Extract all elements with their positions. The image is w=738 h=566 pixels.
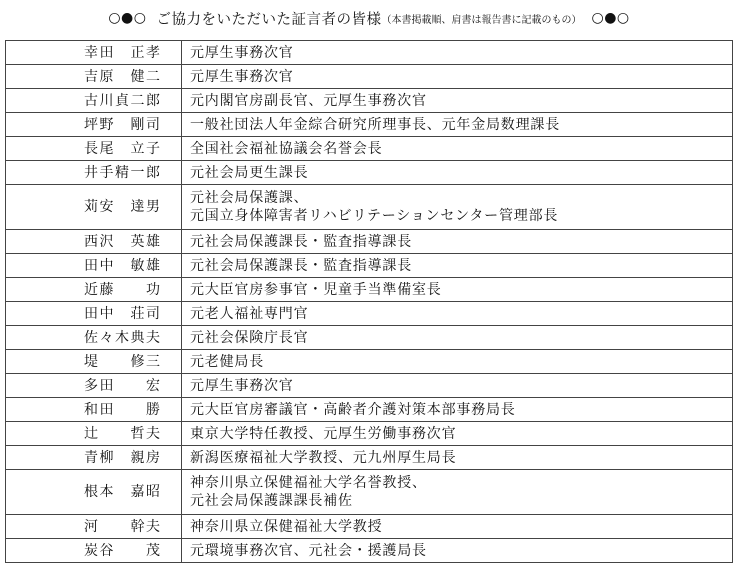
witness-title [182, 350, 733, 374]
table-row [6, 422, 733, 446]
witness-title [182, 539, 733, 563]
title-line: 神奈川県立保健福祉大学教授 [190, 518, 383, 535]
witness-name: 苅安 達男 [6, 185, 182, 230]
title-line: 元社会保険庁長官 [190, 329, 309, 346]
table-row [6, 326, 733, 350]
title-line: 一般社団法人年金綜合研究所理事長、元年金局数理課長 [190, 116, 560, 133]
title-line: 元社会局保護課長・監査指導課長 [190, 233, 412, 250]
title-note: （本書掲載順、肩書は報告書に記載のもの） [381, 14, 582, 26]
witness-name: 河 幹夫 [6, 515, 182, 539]
witness-title [182, 41, 733, 65]
witness-title [182, 254, 733, 278]
witness-name: 炭谷 茂 [6, 539, 182, 563]
witness-name: 西沢 英雄 [6, 230, 182, 254]
title-line: 元社会局保護課、 [190, 190, 309, 206]
title-line: 元社会局更生課長 [190, 164, 309, 181]
table-row [6, 41, 733, 65]
witness-name: 田中 敏雄 [6, 254, 182, 278]
title-line: 元老人福祉専門官 [190, 305, 309, 322]
table-row [6, 374, 733, 398]
title-line: 東京大学特任教授、元厚生労働事務次官 [190, 425, 457, 442]
table-row [6, 446, 733, 470]
witness-title [182, 302, 733, 326]
witness-name: 吉原 健二 [6, 65, 182, 89]
witness-table-body [6, 41, 733, 563]
title-line: 元環境事務次官、元社会・援護局長 [190, 542, 427, 559]
title-line: 元社会局保護課長・監査指導課長 [190, 257, 412, 274]
title-line: 新潟医療福祉大学教授、元九州厚生局長 [190, 449, 457, 466]
table-row [6, 350, 733, 374]
title-line: 元国立身体障害者リハビリテーションセンター管理部長 [190, 208, 559, 224]
witness-name: 根本 嘉昭 [6, 470, 182, 515]
witness-name: 古川貞二郎 [6, 89, 182, 113]
table-row [6, 398, 733, 422]
witness-name: 井手精一郎 [6, 161, 182, 185]
title-line: 元老健局長 [190, 353, 264, 370]
table-row [6, 113, 733, 137]
witness-table [5, 40, 733, 563]
table-row [6, 161, 733, 185]
witness-name: 青柳 親房 [6, 446, 182, 470]
witness-name: 辻 哲夫 [6, 422, 182, 446]
witness-title [182, 89, 733, 113]
title-line: 元厚生事務次官 [190, 377, 294, 394]
witness-name: 近藤 功 [6, 278, 182, 302]
table-row [6, 539, 733, 563]
witness-title [182, 515, 733, 539]
witness-title [182, 185, 733, 230]
table-row [6, 137, 733, 161]
witness-name: 佐々木典夫 [6, 326, 182, 350]
table-row [6, 278, 733, 302]
title-line: 元大臣官房参事官・児童手当準備室長 [190, 281, 442, 298]
table-row [6, 302, 733, 326]
table-row [6, 254, 733, 278]
witness-title [182, 326, 733, 350]
witness-title [182, 446, 733, 470]
table-row [6, 230, 733, 254]
witness-name: 堤 修三 [6, 350, 182, 374]
table-row [6, 515, 733, 539]
witness-title [182, 398, 733, 422]
witness-title [182, 470, 733, 515]
table-row [6, 65, 733, 89]
decorative-circles-right: ○●○ [591, 10, 630, 26]
witness-title [182, 422, 733, 446]
witness-name: 和田 勝 [6, 398, 182, 422]
title-line: 元厚生事務次官 [190, 44, 294, 61]
title-line: 元厚生事務次官 [190, 68, 294, 85]
page-header [0, 0, 738, 36]
witness-title [182, 230, 733, 254]
title-line: 元内閣官房副長官、元厚生事務次官 [190, 92, 427, 109]
title-line: 神奈川県立保健福祉大学名誉教授、 [190, 475, 427, 491]
witness-name: 多田 宏 [6, 374, 182, 398]
witness-title [182, 65, 733, 89]
witness-title [182, 113, 733, 137]
table-row [6, 89, 733, 113]
witness-title [182, 278, 733, 302]
title-line: 元社会局保護課課長補佐 [190, 493, 353, 509]
witness-title [182, 137, 733, 161]
title-line: 全国社会福祉協議会名誉会長 [190, 140, 383, 157]
title-line: 元大臣官房審議官・高齢者介護対策本部事務局長 [190, 401, 516, 418]
witness-title [182, 161, 733, 185]
witness-name: 田中 荘司 [6, 302, 182, 326]
table-row [6, 470, 733, 515]
page-title: ご協力をいただいた証言者の皆様 [156, 11, 382, 28]
witness-name: 坪野 剛司 [6, 113, 182, 137]
witness-title [182, 374, 733, 398]
witness-name: 長尾 立子 [6, 137, 182, 161]
decorative-circles-left: ○●○ [108, 10, 147, 26]
witness-name: 幸田 正孝 [6, 41, 182, 65]
table-row [6, 185, 733, 230]
